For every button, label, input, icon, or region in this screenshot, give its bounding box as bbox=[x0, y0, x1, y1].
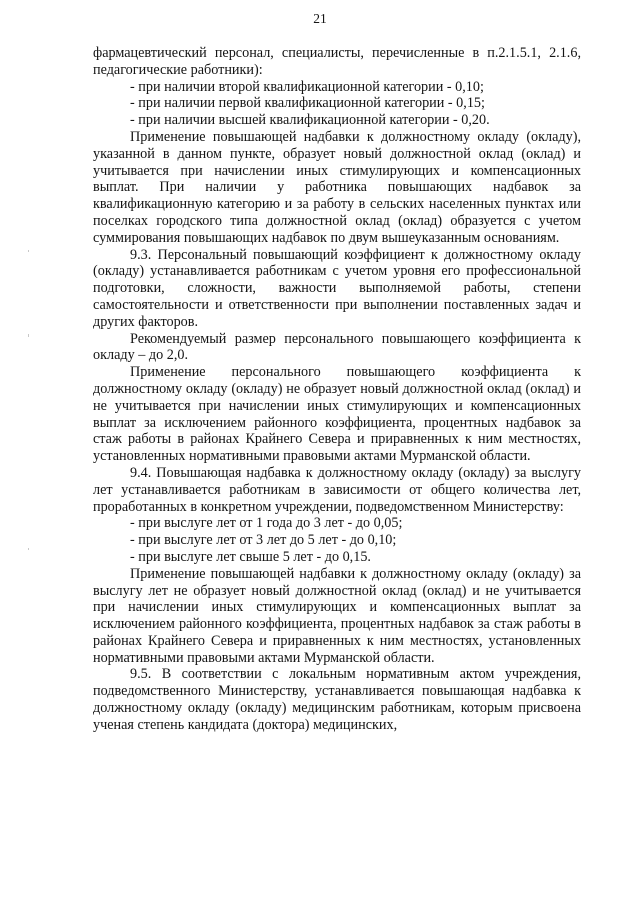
list-item: - при наличии высшей квалификационной категории - 0,20. bbox=[130, 112, 490, 129]
paragraph: Применение повышающей надбавки к должностному окладу (окладу) за выслугу лет не образует новый должностной оклад (оклад) и не учитывается при начислении иных стимулирующих и компенсационных выплат за исключением районного коэффициента, процентных надбавок за стаж работы в районах Крайнего Севера и приравненных к ним местностях, установленных нормативными правовыми актами Мурманской области. bbox=[93, 565, 581, 666]
paragraph-continuation: фармацевтический персонал, специалисты, перечисленные в п.2.1.5.1, 2.1.6, педагогические работники): bbox=[93, 45, 581, 78]
document-body bbox=[93, 45, 581, 734]
paragraph-9-4: 9.4. Повышающая надбавка к должностному окладу (окладу) за выслугу лет устанавливается работникам в зависимости от общего количества лет, проработанных в конкретном учреждении, подведомственном Министерству: bbox=[93, 464, 581, 515]
list-item: - при наличии второй квалификационной категории - 0,10; bbox=[130, 78, 484, 95]
list-item: - при наличии первой квалификационной категории - 0,15; bbox=[130, 95, 485, 112]
paragraph-9-5: 9.5. В соответствии с локальным нормативным актом учреждения, подведомственного Министерству, устанавливается повышающая надбавка к должностному окладу (окладу) медицинским работникам, которым присвоена ученая степень кандидата (доктора) медицинских, bbox=[93, 666, 581, 733]
paragraph: Применение персонального повышающего коэффициента к должностному окладу (окладу) не образует новый должностной оклад (оклад) и не учитывается при начислении иных стимулирующих и компенсационных выплат за исключением районного коэффициента, процентных надбавок за стаж работы в районах Крайнего Севера и приравненных к ним местностях, установленных нормативными правовыми актами Мурманской области. bbox=[93, 364, 581, 465]
paragraph: Применение повышающей надбавки к должностному окладу (окладу), указанной в данном пункте, образует новый должностной оклад (оклад) и учитывается при начислении иных стимулирующих и компенсационных выплат. При наличии у работника повышающих надбавок за квалификационную категорию и за работу в сельских населенных пунктах или поселках городского типа должностной оклад (оклад) образуется с учетом суммирования повышающих надбавок по двум вышеуказанным основаниям. bbox=[93, 128, 581, 246]
list-item: - при выслуге лет свыше 5 лет - до 0,15. bbox=[130, 548, 371, 565]
list-item: - при выслуге лет от 1 года до 3 лет - до 0,05; bbox=[130, 515, 403, 532]
margin-speck bbox=[28, 334, 29, 337]
margin-speck bbox=[28, 250, 29, 252]
paragraph-9-3: 9.3. Персональный повышающий коэффициент к должностному окладу (окладу) устанавливается работникам с учетом уровня его профессиональной подготовки, сложности, важности выполняемой работы, степени самостоятельности и ответственности при выполнении поставленных задач и других факторов. bbox=[93, 246, 581, 330]
list-item: - при выслуге лет от 3 лет до 5 лет - до 0,10; bbox=[130, 532, 397, 549]
paragraph: Рекомендуемый размер персонального повышающего коэффициента к окладу – до 2,0. bbox=[93, 330, 581, 364]
margin-speck bbox=[28, 548, 29, 550]
page-number: 21 bbox=[313, 11, 327, 26]
